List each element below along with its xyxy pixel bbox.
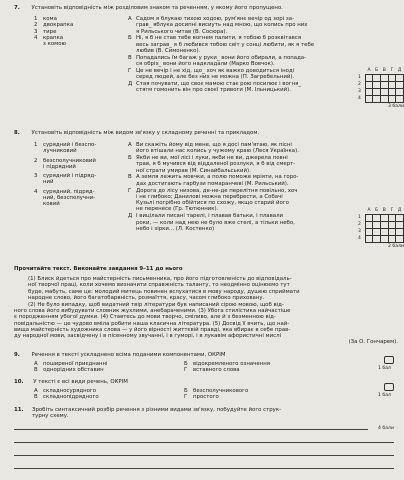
answer-cell[interactable] [381, 96, 389, 103]
question-11 [14, 407, 374, 420]
q7-sentences [128, 16, 356, 94]
answer-cell[interactable] [388, 229, 396, 236]
answer-cell[interactable] [381, 89, 389, 96]
answer-cell[interactable] [365, 96, 373, 103]
sentence-item: Д І вицілали писанi тарелi, і плавав батьки, і плавали роки, — коли над нею не було вже стелі, а тільки небо, небо і зірки... (Л. Костенко) [128, 213, 295, 232]
answer-cell[interactable] [388, 215, 396, 222]
question-prompt: турну схему. [32, 413, 69, 420]
answer-box[interactable] [384, 356, 394, 364]
score-label: 1 бал [378, 393, 391, 398]
option-item[interactable]: В однорідних обставин [34, 367, 104, 374]
answer-cell[interactable] [381, 215, 389, 222]
option-item: 2 безсполучниковий і підрядний [34, 157, 96, 170]
answer-cell[interactable] [388, 96, 396, 103]
question-prompt: Речення в тексті ускладнено всіма поданими компонентами, ОКРІМ [31, 352, 226, 358]
question-7 [14, 5, 394, 11]
answer-line[interactable] [14, 442, 394, 443]
option-item[interactable]: А складносурядного [34, 388, 97, 394]
answer-cell[interactable] [373, 82, 381, 89]
answer-cell[interactable] [381, 75, 389, 82]
sentence-item: А Ви скажіть йому від мене, що я досі пам'ятаю, як пісні його втішали нас колись у чужому краю (Леся Українка). [128, 142, 299, 155]
question-number: 9. [14, 352, 20, 358]
answer-cell[interactable] [365, 89, 373, 96]
question-number: 11. [14, 407, 24, 413]
sentence-item: В Попадались їм багаж у руки_ вони його обирали, а попада- ся обріх_ вони його надкладали (Марко Вовчок). [128, 54, 307, 68]
answer-cell[interactable] [373, 215, 381, 222]
answer-cell[interactable] [373, 222, 381, 229]
option-item: з комою [43, 41, 67, 48]
question-prompt: У тексті є всі види речень, ОКРІМ [33, 379, 128, 385]
q7-options [34, 16, 114, 47]
sentence-item: Г Це не вечір і не хід, що_ хоч як важко доводиться іноді серед людей, але без них не можна (П. Загребельний). [128, 67, 295, 81]
question-prompt: Установіть відповідність між видом зв'язку у складному реченні та прикладом. [31, 130, 260, 136]
reading-heading: Прочитайте текст. Виконайте завдання 9–11 до нього [14, 266, 183, 272]
answer-cell[interactable] [396, 82, 404, 89]
reading-text [14, 276, 398, 346]
option-item: 4 крапка [34, 34, 64, 41]
option-item[interactable]: Г простого [184, 394, 219, 401]
option-item[interactable]: Б відокремленого означення [184, 361, 270, 367]
q8-sentences [128, 142, 356, 232]
answer-cell[interactable] [388, 236, 396, 243]
q8-options [34, 142, 124, 208]
question-number: 7. [14, 5, 20, 11]
q8-answer-grid: А Б В Г Д 1 2 3 4 2 бали [358, 208, 404, 250]
answer-cell[interactable] [388, 222, 396, 229]
answer-cell[interactable] [365, 236, 373, 243]
question-10 [14, 379, 354, 385]
option-item: 1 сурядний і безспо- лучниковий [34, 142, 97, 155]
question-prompt: Зробіть синтаксичний розбір речення з різними видами зв'язку, побудуйте його струк- [32, 407, 282, 413]
sentence-item: А Садом я блукаю тихою ходою, рум'янє вечір од зорі за- грав_ яблука досипні висиуть над мною, що колись про них я Рильського читав (В. Сосюра). [128, 16, 308, 35]
answer-cell[interactable] [388, 89, 396, 96]
option-item: 3 сурядний і підряд- ний [34, 173, 97, 186]
question-number: 8. [14, 130, 20, 136]
answer-cell[interactable] [396, 96, 404, 103]
answer-cell[interactable] [388, 75, 396, 82]
answer-cell[interactable] [373, 75, 381, 82]
sentence-item: Б Якби не ви, мої лісі і луки, якби не ви, джерела повні трав, я б мучився від віддаленої розлуки, я б від смерт- ної страти умирав (М. Синайбальський). [128, 155, 296, 174]
answer-cell[interactable] [396, 229, 404, 236]
score-label: 2 бали [388, 244, 404, 250]
q9-options [34, 361, 334, 374]
option-item: 2 двокрапка [34, 22, 74, 29]
option-item[interactable]: В складнопідрядного [34, 394, 99, 401]
answer-cell[interactable] [396, 215, 404, 222]
q7-answer-grid: А Б В Г Д 1 2 3 4 3 бали [358, 68, 404, 110]
sentence-item: Б Ні, я б не став тебе вогнем палити, я тобою б розквітався весь заграв_ я б любився тобою світ у сонці любити, як я тебе любив (В. Симоненко). [128, 35, 315, 54]
answer-cell[interactable] [373, 229, 381, 236]
question-9 [14, 352, 354, 358]
answer-line[interactable] [14, 429, 368, 430]
q10-options [34, 388, 334, 401]
answer-box[interactable] [384, 383, 394, 391]
answer-cell[interactable] [365, 215, 373, 222]
answer-cell[interactable] [381, 222, 389, 229]
answer-cell[interactable] [388, 82, 396, 89]
answer-cell[interactable] [381, 229, 389, 236]
sentence-item: В А земля лежить мовчки, а полю поможе мріяти, на горо- дах достигають гарбузи помаранчеві (М. Рильський). [128, 174, 299, 187]
answer-line[interactable] [14, 468, 394, 469]
answer-cell[interactable] [396, 236, 404, 243]
answer-cell[interactable] [365, 229, 373, 236]
option-item: 1 кома [34, 16, 57, 22]
score-label: 4 бали [378, 426, 394, 431]
answer-cell[interactable] [365, 222, 373, 229]
score-label: 3 бали [388, 104, 404, 110]
option-item[interactable]: Г вставного слова [184, 367, 240, 374]
answer-cell[interactable] [373, 236, 381, 243]
option-item: 3 тире [34, 28, 57, 35]
sentence-item: Д Стая почувати, що своє мамою стає рою посилює і вогня_ стягм гомонить він про своєї тривоги (М. Ільницький). [128, 80, 302, 94]
paragraph: (2) Не було випадку, щоб видатний твір літератури був написаний сірою мовою, щоб від- ного слова його вибудувати словник жухлими, анебараченими. (3) Убога стилістика найчастіше є породженням убогої думки. (4) Ставтесь до мови творчо, сміливо, але й з безменною від- повідальністю — це чудово вміла робити наша класична література. (5) Досвід її вчить, що най- вища майстерність художника слова — у його вірності життєвій правді, яка вбирає в себе прав- ду народної мови, засвідчену і в пісенному звучанні, і в гуморі, і в лукавім афористичні мислі (За О. Гончарем). [14, 301, 398, 346]
answer-cell[interactable] [381, 236, 389, 243]
sentence-item: Г Дорога до лісу низова, де-не-де перелітня повільно, хоч і не глибоко; Даниловi можна перебрести, а Собачі Кузьлі погрібно обійтися по схожу, якщо старий його не перенесе (Гр. Тютюнник). [128, 187, 298, 213]
answer-cell[interactable] [365, 75, 373, 82]
score-label: 1 бал [378, 366, 391, 371]
answer-cell[interactable] [396, 89, 404, 96]
answer-cell[interactable] [381, 82, 389, 89]
answer-cell[interactable] [396, 75, 404, 82]
paragraph: (1) Блиск йдеться про майстерність письменника, про його підготовленість до відповідаль- ної творчої праці, коли хочемо визначити справжність таланту, то неодмінно оцінюємо тут буде, мабуть, саме це: молодий митець повинен вслухатися в мову народу, душею сприймати народне слово, його багатобарвність, розмаїття, красу, часом глибоко приховану. [28, 276, 300, 301]
question-8 [14, 130, 394, 136]
question-number: 10. [14, 379, 24, 385]
option-item: 4 сурядний, підряд- ний, безсполучни- ковий [34, 188, 96, 208]
answer-cell[interactable] [365, 82, 373, 89]
answer-cell[interactable] [373, 89, 381, 96]
answer-line[interactable] [14, 455, 394, 456]
answer-cell[interactable] [373, 96, 381, 103]
answer-cell[interactable] [396, 222, 404, 229]
question-prompt: Установіть відповідність між розділовим знаком та реченням, у якому його пропущено. [31, 5, 283, 11]
option-item[interactable]: Б безсполучникового [184, 388, 249, 394]
option-item[interactable]: А поширеної приєднанні [34, 361, 108, 367]
